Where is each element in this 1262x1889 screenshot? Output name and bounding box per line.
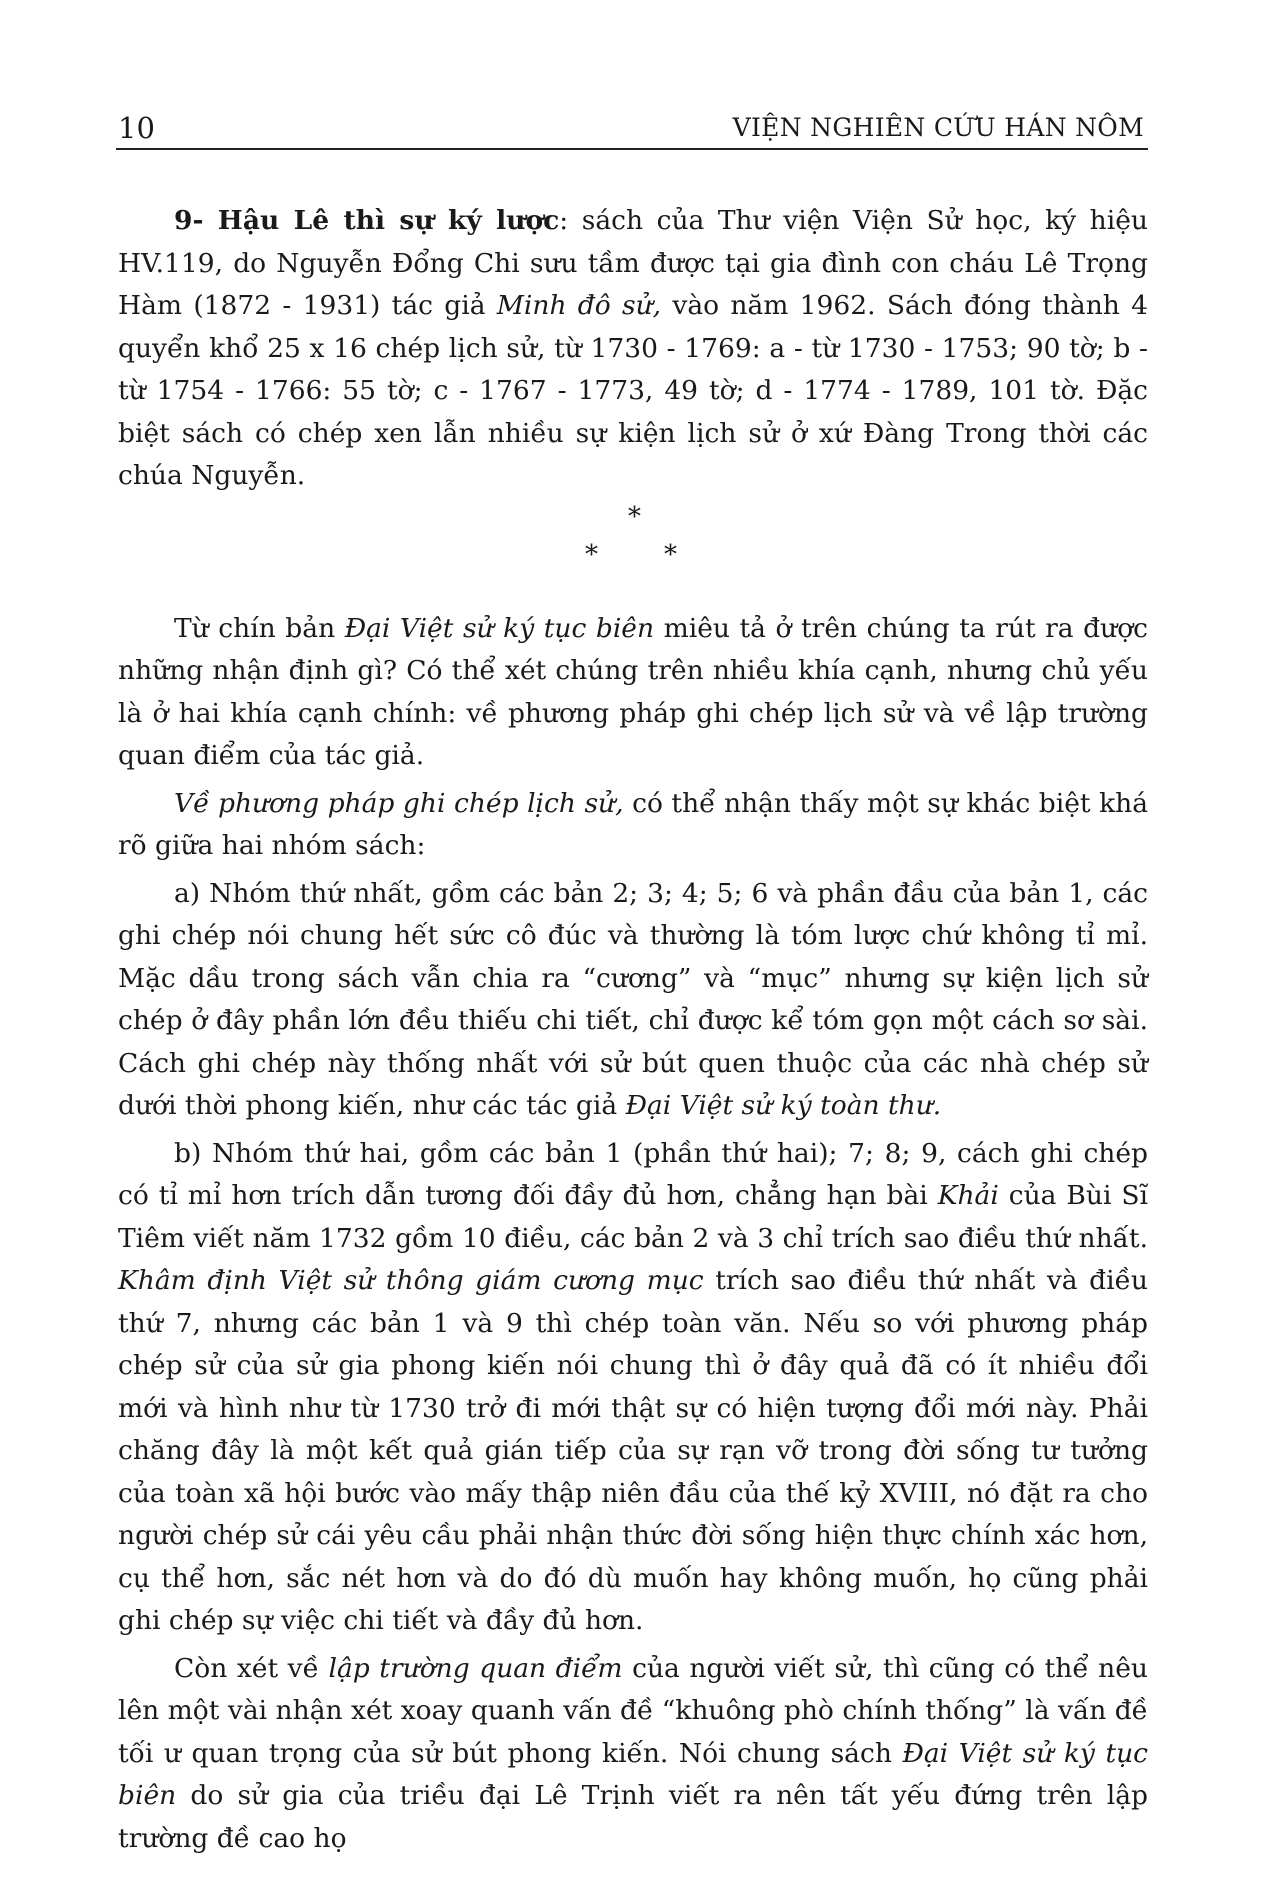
- running-title: VIỆN NGHIÊN CỨU HÁN NÔM: [732, 113, 1144, 142]
- separator-star: *: [628, 501, 641, 532]
- paragraph-intro: Từ chín bản Đại Việt sử ký tục biên miêu tả ở trên chúng ta rút ra được những nhận định gì? Có thể xét chúng trên nhiều khía cạnh, nhưng chủ yếu là ở hai khía cạnh chính: về phương pháp ghi chép lịch sử và về lập trường quan điểm của tác giả.: [118, 612, 1148, 771]
- page-header: [116, 108, 1148, 150]
- section-separator: [118, 498, 1148, 598]
- page-number: 10: [118, 111, 155, 145]
- emphasis: lập trường quan điểm: [328, 1652, 623, 1684]
- paragraph-group-a: a) Nhóm thứ nhất, gồm các bản 2; 3; 4; 5; 6 và phần đầu của bản 1, các ghi chép nói chung hết sức cô đúc và thường là tóm lược chứ không tỉ mỉ. Mặc dầu trong sách vẫn chia ra “cương” và “mục” nhưng sự kiện lịch sử chép ở đây phần lớn đều thiếu chi tiết, chỉ được kể tóm gọn một cách sơ sài. Cách ghi chép này thống nhất với sử bút quen thuộc của các nhà chép sử dưới thời phong kiến, như các tác giả Đại Việt sử ký toàn thư.: [118, 877, 1148, 1121]
- book-title: Khải: [937, 1180, 999, 1211]
- paragraph-method: Về phương pháp ghi chép lịch sử, có thể nhận thấy một sự khác biệt khá rõ giữa hai nhóm sách:: [118, 787, 1148, 861]
- paragraph-entry-9: 9- Hậu Lê thì sự ký lược: sách của Thư viện Viện Sử học, ký hiệu HV.119, do Nguyễn Đổng Chi sưu tầm được tại gia đình con cháu Lê Trọng Hàm (1872 - 1931) tác giả Minh đô sử, vào năm 1962. Sách đóng thành 4 quyển khổ 25 x 16 chép lịch sử, từ 1730 - 1769: a - từ 1730 - 1753; 90 tờ; b - từ 1754 - 1766: 55 tờ; c - 1767 - 1773, 49 tờ; d - 1774 - 1789, 101 tờ. Đặc biệt sách có chép xen lẫn nhiều sự kiện lịch sử ở xứ Đàng Trong thời các chúa Nguyễn.: [118, 205, 1148, 491]
- body-text: [118, 200, 1148, 1860]
- book-title: Đại Việt sử ký tục biên: [344, 612, 655, 644]
- paragraph-stance: Còn xét về lập trường quan điểm của người viết sử, thì cũng có thể nêu lên một vài nhận xét xoay quanh vấn đề “khuông phò chính thống” là vấn đề tối ư quan trọng của sử bút phong kiến. Nói chung sách Đại Việt sử ký tục biên do sử gia của triều đại Lê Trịnh viết ra nên tất yếu đứng trên lập trường đề cao họ: [118, 1652, 1148, 1854]
- entry-heading: 9- Hậu Lê thì sự ký lược: [174, 205, 560, 236]
- separator-star: *: [664, 539, 677, 570]
- emphasis: Về phương pháp ghi chép lịch sử,: [174, 787, 624, 819]
- paragraph-group-b: b) Nhóm thứ hai, gồm các bản 1 (phần thứ hai); 7; 8; 9, cách ghi chép có tỉ mỉ hơn trích dẫn tương đối đầy đủ hơn, chẳng hạn bài Khải của Bùi Sĩ Tiêm viết năm 1732 gồm 10 điều, các bản 2 và 3 chỉ trích sao điều thứ nhất. Khâm định Việt sử thông giám cương mục trích sao điều thứ nhất và điều thứ 7, nhưng các bản 1 và 9 thì chép toàn văn. Nếu so với phương pháp chép sử của sử gia phong kiến nói chung thì ở đây quả đã có ít nhiều đổi mới và hình như từ 1730 trở đi mới thật sự có hiện tượng đổi mới này. Phải chăng đây là một kết quả gián tiếp của sự rạn vỡ trong đời sống tư tưởng của toàn xã hội bước vào mấy thập niên đầu của thế kỷ XVIII, nó đặt ra cho người chép sử cái yêu cầu phải nhận thức đời sống hiện thực chính xác hơn, cụ thể hơn, sắc nét hơn và do đó dù muốn hay không muốn, họ cũng phải ghi chép sự việc chi tiết và đầy đủ hơn.: [118, 1137, 1148, 1636]
- book-title: Đại Việt sử ký toàn thư.: [625, 1090, 942, 1121]
- book-title: Đại Việt sử ký tục biên: [118, 1737, 1148, 1811]
- separator-star: *: [585, 539, 598, 570]
- book-title: Khâm định Việt sử thông giám cương mục: [118, 1265, 704, 1296]
- book-title: Minh đô sử,: [496, 290, 662, 321]
